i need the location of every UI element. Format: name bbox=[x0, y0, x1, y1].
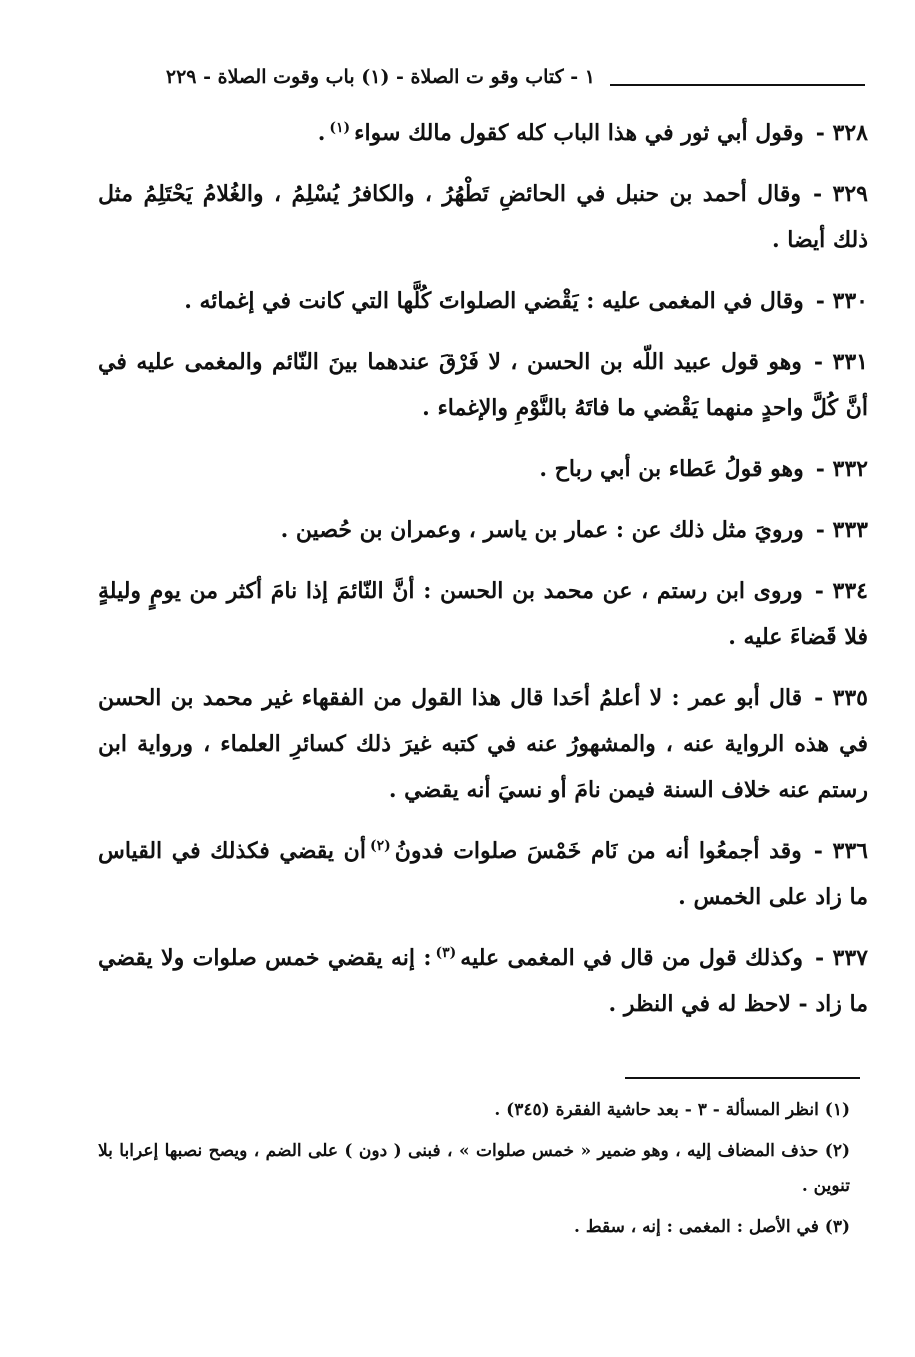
paragraph-number: ٣٢٩ - bbox=[813, 181, 868, 207]
paragraph-text: وقال في المغمى عليه : يَقْضي الصلواتَ كُلَّها التي كانت في إغمائه . bbox=[184, 288, 804, 314]
header-rule bbox=[610, 84, 865, 86]
paragraph-335 bbox=[98, 675, 868, 813]
paragraph-334 bbox=[98, 568, 868, 660]
paragraph-number: ٣٣٤ - bbox=[814, 578, 868, 604]
footnote-1: (١) انظر المسألة - ٣ - بعد حاشية الفقرة (٣٤٥) . bbox=[494, 1100, 850, 1120]
paragraph-tail: : إنه يقضي خمس صلوات ولا يقضي ما زاد - لاحظ له في النظر . bbox=[98, 945, 868, 1017]
paragraph-text: وقال أحمد بن حنبل في الحائضِ تَطْهُرُ ، والكافرُ يُسْلِمُ ، والغُلامُ يَحْتَلِمُ مثل ذلك أيضا . bbox=[98, 181, 868, 253]
paragraph-number: ٣٣٠ - bbox=[815, 288, 868, 314]
paragraph-text: قال أبو عمر : لا أعلمُ أحَدا قال هذا القول من الفقهاء غير محمد بن الحسن في هذه الرواية عنه ، والمشهورُ عنه في كتبه غيرَ ذلك كسائرِ العلماء ، ورواية ابن رستم عنه خلاف السنة فيمن نامَ أو نسيَ أنه يقضي . bbox=[98, 685, 868, 803]
paragraph-text: وقول أبي ثور في هذا الباب كله كقول مالك سواء bbox=[354, 120, 804, 146]
paragraph-number: ٣٣١ - bbox=[813, 349, 868, 375]
footnote-ref: (٢) bbox=[369, 837, 391, 854]
paragraph-number: ٣٣٣ - bbox=[815, 517, 868, 543]
footnote-ref: (٣) bbox=[435, 944, 457, 961]
paragraph-text: وهو قول عبيد اللّه بن الحسن ، لا فَرْقَ عندهما بينَ النّائم والمغمى عليه في أنَّ كُلَّ واحدٍ منهما يَقْضي ما فاتَهُ بالنَّوْمِ والإغماء . bbox=[98, 349, 868, 421]
main-text bbox=[98, 110, 868, 1042]
paragraph-328 bbox=[98, 110, 868, 156]
paragraph-number: ٣٣٢ - bbox=[815, 456, 868, 482]
page-header bbox=[100, 62, 865, 102]
paragraph-number: ٣٣٧ - bbox=[815, 945, 868, 971]
paragraph-329 bbox=[98, 171, 868, 263]
footnote-ref: (١) bbox=[329, 119, 351, 136]
paragraph-text: وهو قولُ عَطاء بن أبي رباح . bbox=[539, 456, 804, 482]
paragraph-332 bbox=[98, 446, 868, 492]
paragraph-text: ورويَ مثل ذلك عن : عمار بن ياسر ، وعمران بن حُصين . bbox=[280, 517, 804, 543]
paragraph-337 bbox=[98, 935, 868, 1027]
paragraph-330 bbox=[98, 278, 868, 324]
footnote-2: (٢) حذف المضاف إليه ، وهو ضمير « خمس صلوات » ، فبنى ( دون ) على الضم ، ويصح نصبها إعرابا بلا تنوين . bbox=[98, 1141, 850, 1196]
paragraph-333 bbox=[98, 507, 868, 553]
paragraph-text: وروى ابن رستم ، عن محمد بن الحسن : أنَّ النّائمَ إذا نامَ أكثر من يومٍ وليلةٍ فلا قَضاءَ عليه . bbox=[98, 578, 868, 650]
paragraph-text: وقد أجمعُوا أنه من نَام خَمْسَ صلوات فدونُ bbox=[394, 838, 802, 864]
paragraph-number: ٣٣٦ - bbox=[813, 838, 868, 864]
paragraph-number: ٣٢٨ - bbox=[815, 120, 868, 146]
paragraph-number: ٣٣٥ - bbox=[814, 685, 868, 711]
paragraph-text: وكذلك قول من قال في المغمى عليه bbox=[460, 945, 804, 971]
footnote-3: (٣) في الأصل : المغمى : إنه ، سقط . bbox=[574, 1217, 850, 1237]
paragraph-331 bbox=[98, 339, 868, 431]
footnote-rule bbox=[625, 1077, 860, 1079]
paragraph-tail: . bbox=[317, 120, 326, 146]
paragraph-336 bbox=[98, 828, 868, 920]
paragraph-tail: أن يقضي فكذلك في القياس ما زاد على الخمس . bbox=[98, 838, 868, 910]
running-title: ١ - كتاب وقو ت الصلاة - (١) باب وقوت الصلاة - ٢٢٩ bbox=[165, 66, 595, 88]
footnotes bbox=[98, 1093, 868, 1251]
